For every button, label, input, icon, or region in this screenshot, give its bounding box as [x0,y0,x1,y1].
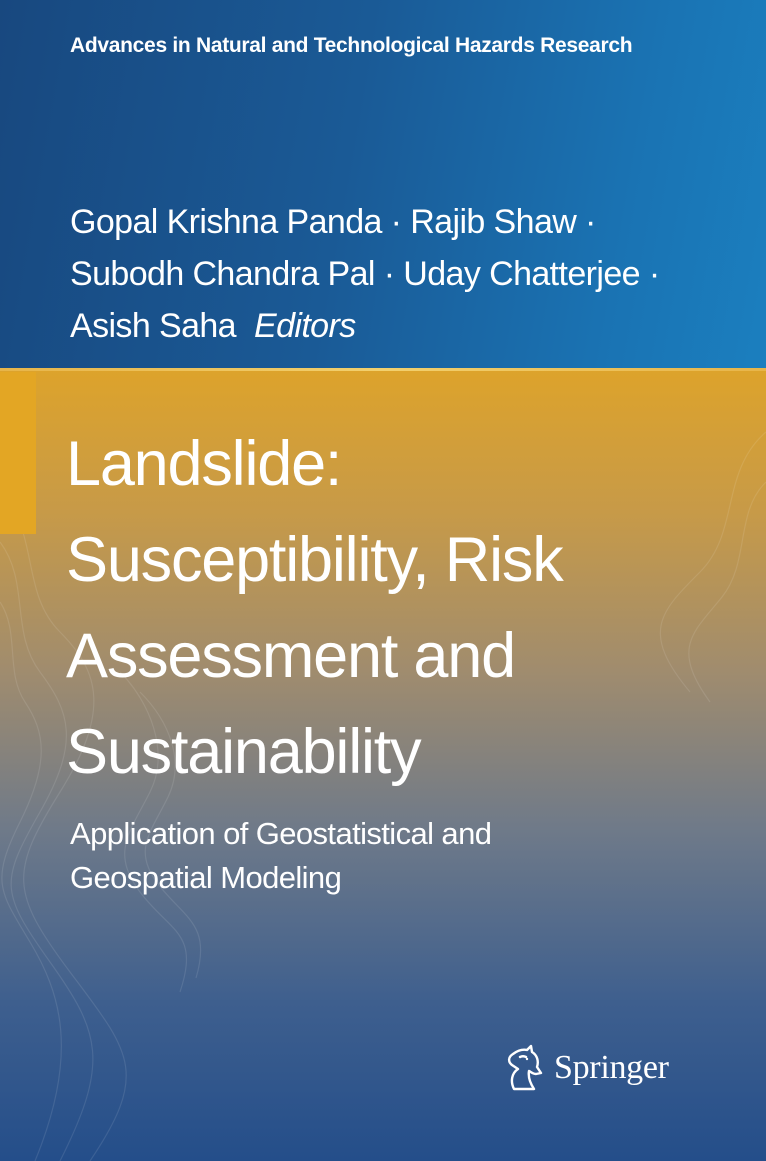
editor-name: Asish Saha [70,307,236,345]
series-title: Advances in Natural and Technological Hazards Research [70,34,633,57]
publisher-logo [500,1038,710,1098]
title-line-3: Assessment and [66,621,515,691]
editors-line-1: Gopal Krishna Panda · Rajib Shaw · [70,203,596,241]
title-line-1: Landslide: [66,429,342,499]
editors-line-2: Subodh Chandra Pal · Uday Chatterjee · [70,255,660,293]
editors-line-3 [70,300,750,352]
subtitle-line-2: Geospatial Modeling [70,860,342,895]
accent-bar [0,372,36,534]
book-title [66,416,756,800]
editors-block [70,196,750,352]
book-subtitle [70,812,730,900]
springer-horse-icon [500,1043,546,1093]
title-line-4: Sustainability [66,717,421,787]
title-line-2: Susceptibility, Risk [66,525,563,595]
editors-role: Editors [254,307,356,345]
publisher-name: Springer [554,1049,669,1086]
subtitle-line-1: Application of Geostatistical and [70,816,492,851]
band-divider [0,368,766,371]
